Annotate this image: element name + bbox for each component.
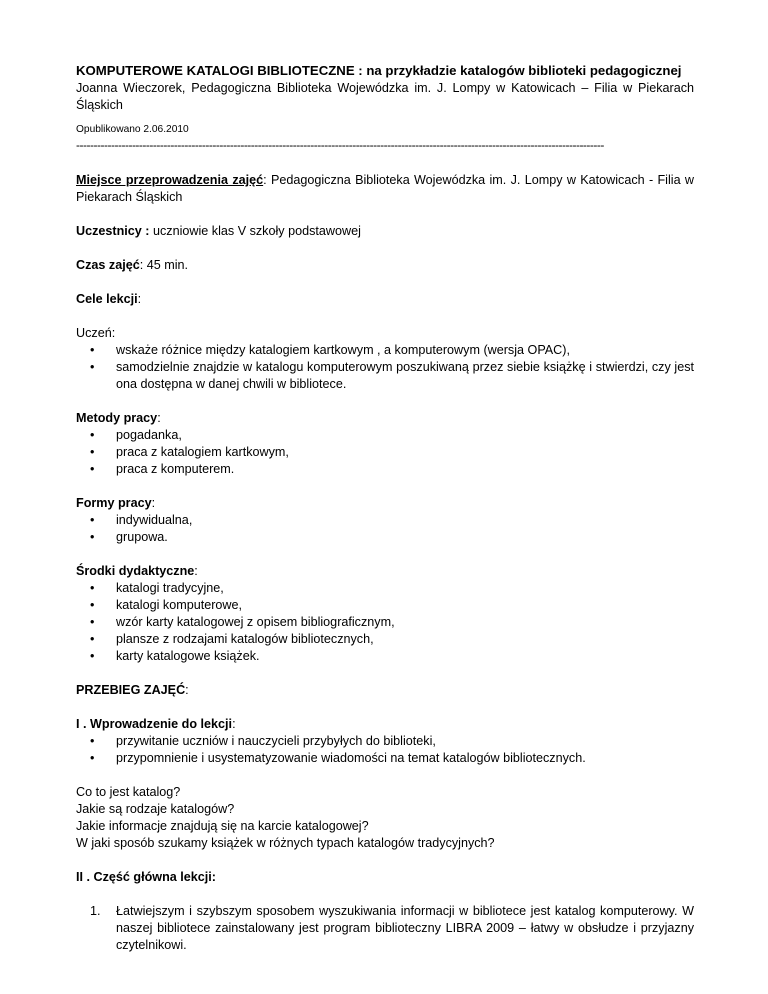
- main-section-label: II . Część główna lekcji:: [76, 870, 216, 884]
- list-item: • wskaże różnice między katalogiem kartkowym , a komputerowym (wersja OPAC),: [90, 343, 570, 357]
- forms-heading: Formy pracy:: [76, 496, 156, 510]
- aids-heading: Środki dydaktyczne:: [76, 564, 198, 578]
- bullet-icon: •: [90, 462, 95, 476]
- bullet-icon: •: [90, 751, 95, 765]
- place-paragraph: [76, 172, 694, 206]
- participants-label: Uczestnicy :: [76, 224, 150, 238]
- list-item: • praca z komputerem.: [90, 462, 235, 476]
- bullet-icon: •: [90, 343, 95, 357]
- participants-paragraph: [76, 223, 694, 240]
- question-line: W jaki sposób szukamy książek w różnych typach katalogów tradycyjnych?: [76, 836, 495, 850]
- goals-heading: Cele lekcji:: [76, 292, 142, 306]
- list-item: • katalogi komputerowe,: [90, 598, 243, 612]
- time-text: : 45 min.: [139, 258, 189, 272]
- list-item: • pogadanka,: [90, 428, 182, 442]
- methods-label: Metody pracy: [76, 411, 158, 425]
- publication-date: Opublikowano 2.06.2010: [76, 124, 189, 135]
- list-item: • indywidualna,: [90, 513, 193, 527]
- question-line: Jakie informacje znajdują się na karcie katalogowej?: [76, 819, 369, 833]
- list-number: 1.: [90, 904, 101, 918]
- time-paragraph: [76, 257, 694, 274]
- bullet-icon: •: [90, 530, 95, 544]
- bullet-icon: •: [90, 360, 95, 374]
- bullet-icon: •: [90, 598, 95, 612]
- bullet-icon: •: [90, 428, 95, 442]
- list-item: • przypomnienie i usystematyzowanie wiadomości na temat katalogów bibliotecznych.: [90, 751, 586, 765]
- aids-label: Środki dydaktyczne: [76, 564, 195, 578]
- forms-list: [76, 512, 694, 546]
- list-item: • przywitanie uczniów i nauczycieli przybyłych do biblioteki,: [90, 734, 436, 748]
- main-section-heading: [76, 869, 694, 886]
- bullet-icon: •: [90, 581, 95, 595]
- main-section-list: [76, 903, 694, 954]
- methods-list: [76, 427, 694, 478]
- bullet-icon: •: [90, 649, 95, 663]
- document-title: KOMPUTEROWE KATALOGI BIBLIOTECZNE : na przykładzie katalogów biblioteki pedagogicznej: [76, 63, 682, 78]
- separator-line: -------------------------------------------------------------------------------------------------------------------------------------------------------: [76, 138, 604, 152]
- list-item: • wzór karty katalogowej z opisem bibliograficznym,: [90, 615, 395, 629]
- aids-list: [76, 580, 694, 665]
- list-item: • plansze z rodzajami katalogów bibliotecznych,: [90, 632, 374, 646]
- place-label: Miejsce przeprowadzenia zajęć: [76, 173, 264, 187]
- participants-text: uczniowie klas V szkoły podstawowej: [149, 224, 361, 238]
- forms-label: Formy pracy: [76, 496, 152, 510]
- question-line: Co to jest katalog?: [76, 785, 181, 799]
- goals-label: Cele lekcji: [76, 292, 138, 306]
- list-item: • samodzielnie znajdzie w katalogu komputerowym poszukiwaną przez siebie książkę i stwierdzi, czy jest ona dostępna w danej chwili w bibliotece.: [90, 360, 694, 391]
- bullet-icon: •: [90, 513, 95, 527]
- methods-heading: Metody pracy:: [76, 411, 161, 425]
- bullet-icon: •: [90, 632, 95, 646]
- document-body: [76, 62, 694, 954]
- place-text: : Pedagogiczna Biblioteka Wojewódzka im. J. Lompy w Katowicach - Filia w Piekarach Śląskich: [76, 173, 694, 204]
- intro-section-heading: I . Wprowadzenie do lekcji:: [76, 717, 236, 731]
- bullet-icon: •: [90, 734, 95, 748]
- goals-list: [76, 342, 694, 393]
- time-label: Czas zajęć: [76, 258, 140, 272]
- list-item: • praca z katalogiem kartkowym,: [90, 445, 289, 459]
- intro-section-list: [76, 733, 694, 767]
- question-line: Jakie są rodzaje katalogów?: [76, 802, 235, 816]
- list-item: 1. Łatwiejszym i szybszym sposobem wyszukiwania informacji w bibliotece jest katalog komputerowy. W naszej bibliotece zainstalowany jest program biblioteczny LIBRA 2009 – łatwy w obsłudze i przyjazny czytelnikowi.: [90, 904, 694, 952]
- author-line: Joanna Wieczorek, Pedagogiczna Biblioteka Wojewódzka im. J. Lompy w Katowicach – Filia w Piekarach Śląskich: [76, 81, 694, 112]
- course-label: PRZEBIEG ZAJĘĆ: [76, 683, 186, 697]
- list-item: • grupowa.: [90, 530, 168, 544]
- course-heading: PRZEBIEG ZAJĘĆ:: [76, 683, 189, 697]
- bullet-icon: •: [90, 445, 95, 459]
- list-item: • karty katalogowe książek.: [90, 649, 260, 663]
- goals-intro: Uczeń:: [76, 326, 116, 340]
- intro-section-label: I . Wprowadzenie do lekcji: [76, 717, 233, 731]
- questions-block: [76, 784, 694, 852]
- bullet-icon: •: [90, 615, 95, 629]
- list-item: • katalogi tradycyjne,: [90, 581, 224, 595]
